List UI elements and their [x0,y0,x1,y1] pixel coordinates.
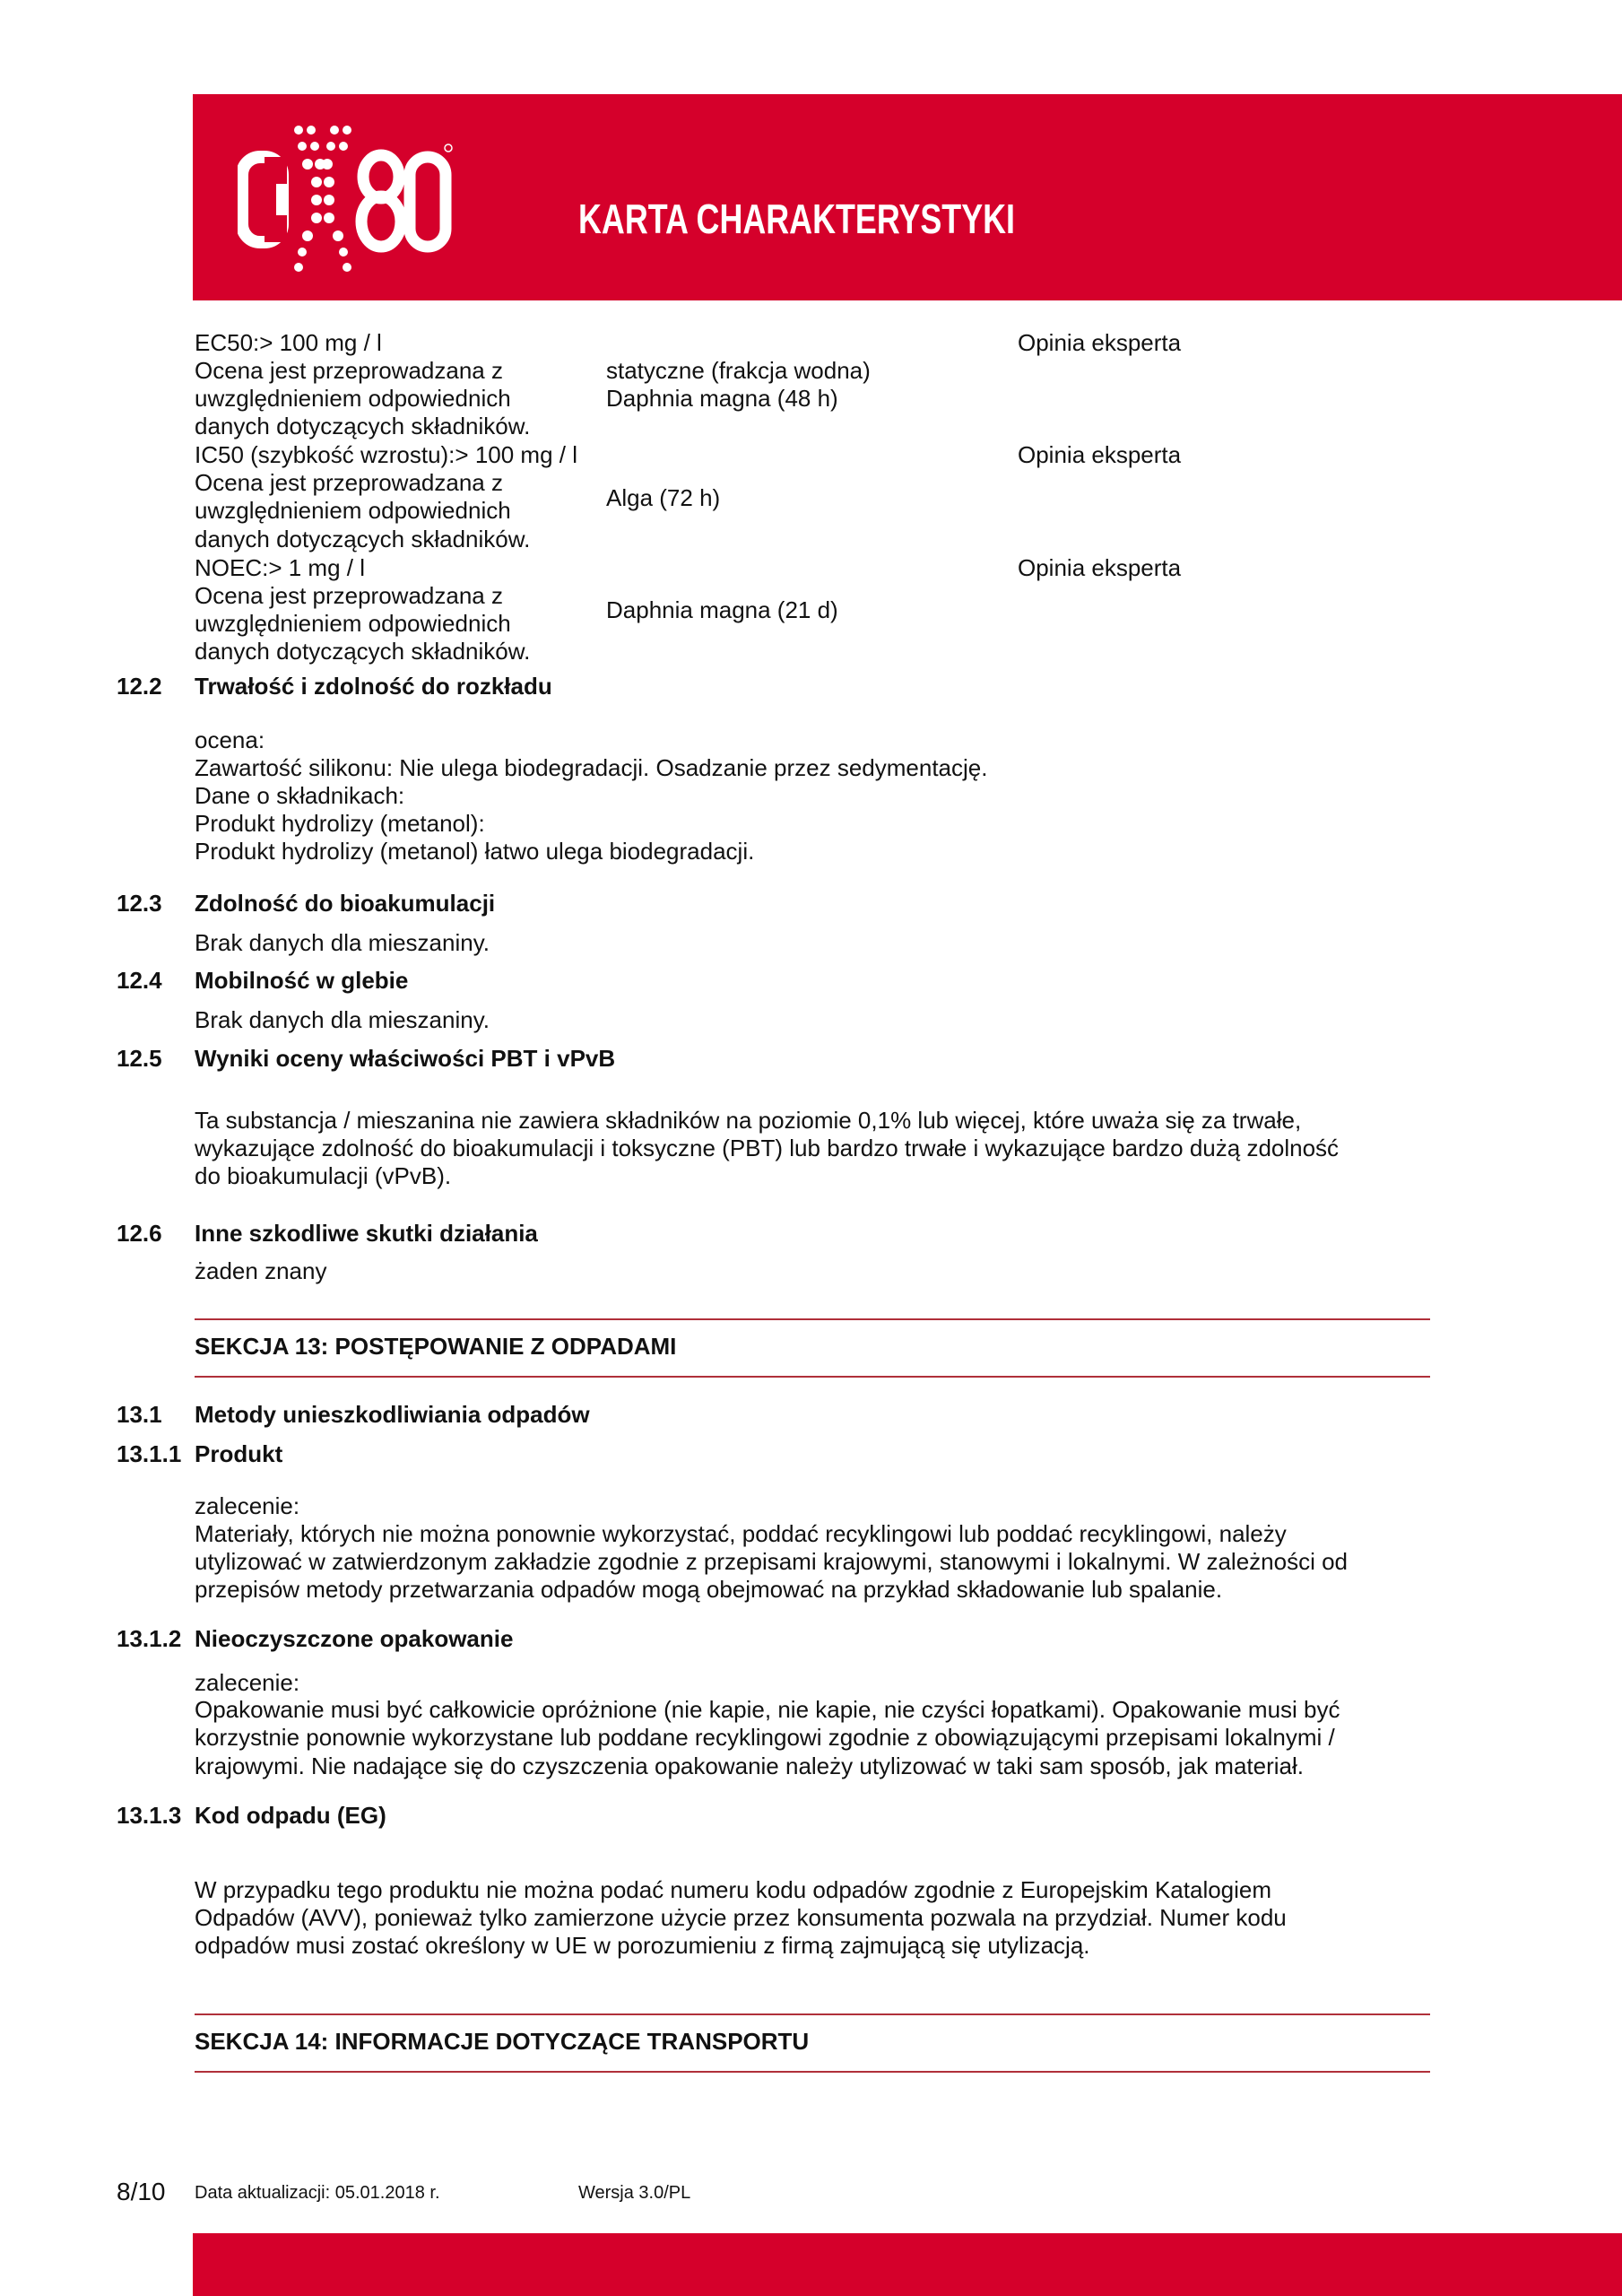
tox-desc: danych dotyczących składników. [195,526,531,552]
document-title: KARTA CHARAKTERYSTYKI [578,196,1016,242]
cx80-logo [238,121,453,274]
body-text: Odpadów (AVV), ponieważ tylko zamierzone użycie przez konsumenta pozwala na przydział. Numer kodu [195,1904,1287,1931]
section-number: 13.1.2 [117,1625,182,1652]
body-text: Produkt hydrolizy (metanol): [195,810,485,837]
divider [195,2071,1430,2073]
body-text: krajowymi. Nie nadające się do czyszczenia opakowanie należy utylizować w taki sam sposób, jak materiał. [195,1752,1304,1779]
section-number: 13.1.3 [117,1802,182,1829]
tox-method: Alga (72 h) [606,484,721,511]
section-14-title: SEKCJA 14: INFORMACJE DOTYCZĄCE TRANSPORTU [195,2028,810,2055]
tox-desc: uwzględnieniem odpowiednich [195,610,511,637]
body-text: W przypadku tego produktu nie można podać numeru kodu odpadów zgodnie z Europejskim Katalogiem [195,1876,1272,1903]
tox-desc: Ocena jest przeprowadzana z [195,469,503,496]
body-text: korzystnie ponownie wykorzystane lub poddane recyklingowi zgodnie z obowiązującymi przepisami lokalnymi / [195,1724,1335,1751]
divider [195,1318,1430,1320]
body-text: utylizować w zatwierdzonym zakładzie zgodnie z przepisami krajowymi, stanowymi i lokalnymi. W zależności od [195,1548,1349,1575]
version: Wersja 3.0/PL [578,2183,691,2203]
tox-desc: danych dotyczących składników. [195,413,531,439]
tox-source: Opinia eksperta [1018,554,1182,581]
section-heading: Kod odpadu (EG) [195,1802,386,1829]
tox-value: IC50 (szybkość wzrostu):> 100 mg / l [195,441,577,468]
body-text: Brak danych dla mieszaniny. [195,1006,490,1033]
tox-desc: uwzględnieniem odpowiednich [195,497,511,524]
section-number: 13.1.1 [117,1440,182,1467]
body-text: przepisów metody przetwarzania odpadów mogą obejmować na przykład składowanie lub spalanie. [195,1576,1223,1603]
section-number: 12.4 [117,967,162,994]
tox-method: Daphnia magna (48 h) [606,385,838,412]
section-heading: Nieoczyszczone opakowanie [195,1625,514,1652]
body-text: Zawartość silikonu: Nie ulega biodegradacji. Osadzanie przez sedymentację. [195,754,988,781]
update-date: Data aktualizacji: 05.01.2018 r. [195,2183,440,2203]
body-text: zalecenie: [195,1669,300,1696]
tox-method: statyczne (frakcja wodna) [606,357,871,384]
section-heading: Mobilność w glebie [195,967,409,994]
body-text: wykazujące zdolność do bioakumulacji i toksyczne (PBT) lub bardzo trwałe i wykazujące bardzo dużą zdolność [195,1135,1340,1161]
body-text: Ta substancja / mieszanina nie zawiera składników na poziomie 0,1% lub więcej, które uważa się za trwałe, [195,1107,1302,1134]
page-number: 8/10 [117,2178,166,2205]
tox-desc: uwzględnieniem odpowiednich [195,385,511,412]
body-text: Dane o składnikach: [195,782,405,809]
tox-source: Opinia eksperta [1018,329,1182,356]
tox-source: Opinia eksperta [1018,441,1182,468]
section-heading: Produkt [195,1440,283,1467]
section-number: 12.3 [117,890,162,917]
section-heading: Metody unieszkodliwiania odpadów [195,1401,590,1428]
tox-value: NOEC:> 1 mg / l [195,554,365,581]
section-heading: Inne szkodliwe skutki działania [195,1220,538,1247]
tox-value: EC50:> 100 mg / l [195,329,382,356]
divider [195,1376,1430,1378]
section-heading: Wyniki oceny właściwości PBT i vPvB [195,1045,616,1072]
section-number: 13.1 [117,1401,162,1428]
body-text: żaden znany [195,1257,327,1284]
section-heading: Zdolność do bioakumulacji [195,890,496,917]
header-banner [193,94,1622,300]
tox-method: Daphnia magna (21 d) [606,596,838,623]
body-text: Produkt hydrolizy (metanol) łatwo ulega biodegradacji. [195,838,755,865]
footer-banner [193,2233,1622,2296]
body-text: Brak danych dla mieszaniny. [195,929,490,956]
body-text: Materiały, których nie można ponownie wykorzystać, poddać recyklingowi lub poddać recyklingowi, należy [195,1520,1287,1547]
tox-desc: Ocena jest przeprowadzana z [195,582,503,609]
body-text: ocena: [195,726,265,753]
body-text: do bioakumulacji (vPvB). [195,1162,452,1189]
body-text: zalecenie: [195,1492,300,1519]
body-text: odpadów musi zostać określony w UE w porozumieniu z firmą zajmującą się utylizacją. [195,1932,1090,1959]
section-heading: Trwałość i zdolność do rozkładu [195,673,552,700]
section-number: 12.6 [117,1220,162,1247]
body-text: Opakowanie musi być całkowicie opróżnione (nie kapie, nie kapie, nie czyści łopatkami). Opakowanie musi być [195,1696,1340,1723]
tox-desc: danych dotyczących składników. [195,638,531,665]
section-number: 12.2 [117,673,162,700]
tox-desc: Ocena jest przeprowadzana z [195,357,503,384]
section-number: 12.5 [117,1045,162,1072]
section-13-title: SEKCJA 13: POSTĘPOWANIE Z ODPADAMI [195,1333,677,1360]
divider [195,2013,1430,2015]
